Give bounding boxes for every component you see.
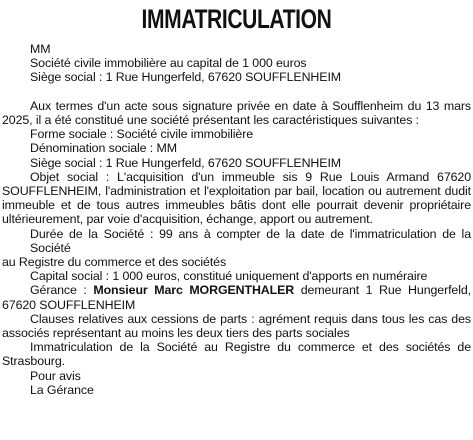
gerance-line-2: 67620 SOUFFLENHEIM [2,297,136,312]
objet-line-1: Objet social : L'acquisition d'un immeuble sis 9 Rue Louis Armand 67620 [30,169,471,184]
spacer [2,85,471,99]
clauses-line-2: associés représentant au moins les deux tiers des parts sociales [2,326,350,341]
field-forme: Forme sociale : Société civile immobilière [30,127,254,142]
field-denomination: Dénomination sociale : MM [30,141,177,156]
immat-line-1: Immatriculation de la Société au Registre du commerce et des sociétés de [30,340,471,355]
gerance-suffix: demeurant 1 Rue Hungerfeld, [300,283,472,298]
pour-avis: Pour avis [30,368,81,383]
intro-line-2: 2025, il a été constitué une société présentant les caractéristiques suivantes : [2,113,419,127]
objet-line-4: ultérieurement, par voie d'acquisition, échange, apport ou autrement. [2,212,373,227]
field-siege: Siège social : 1 Rue Hungerfeld, 67620 SOUFFLENHEIM [30,155,342,170]
clauses-line-1: Clauses relatives aux cessions de parts : agrément requis dans tous les cas des [30,311,471,326]
notice-body [2,42,471,397]
company-siege: Siège social : 1 Rue Hungerfeld, 67620 SOUFFLENHEIM [30,70,342,85]
intro-line-1: Aux termes d'un acte sous signature privée en date à Soufflenheim du 13 mars [30,98,471,113]
gerance-prefix: Gérance : [30,283,87,298]
objet-line-2: SOUFFLENHEIM, l'administration et l'exploitation par bail, location ou autrement dudit [2,184,471,199]
gerance-name: Monsieur Marc MORGENTHALER [93,283,295,298]
objet-line-3: immeuble et de tous autres immeubles bâtis dont elle pourrait devenir propriétaire [2,198,471,213]
duree-line-1: Durée de la Société : 99 ans à compter de la date de l'immatriculation de la Société [30,226,471,255]
gerance-line-1 [2,283,471,297]
duree-line-2: au Registre du commerce et des sociétés [2,255,227,270]
signature: La Gérance [30,382,94,397]
field-capital: Capital social : 1 000 euros, constitué uniquement d'apports en numéraire [30,269,428,284]
notice-title: IMMATRICULATION [141,4,332,34]
company-capital: Société civile immobilière au capital de 1 000 euros [30,56,307,71]
company-name: MM [30,42,51,56]
immat-line-2: Strasbourg. [2,354,65,369]
